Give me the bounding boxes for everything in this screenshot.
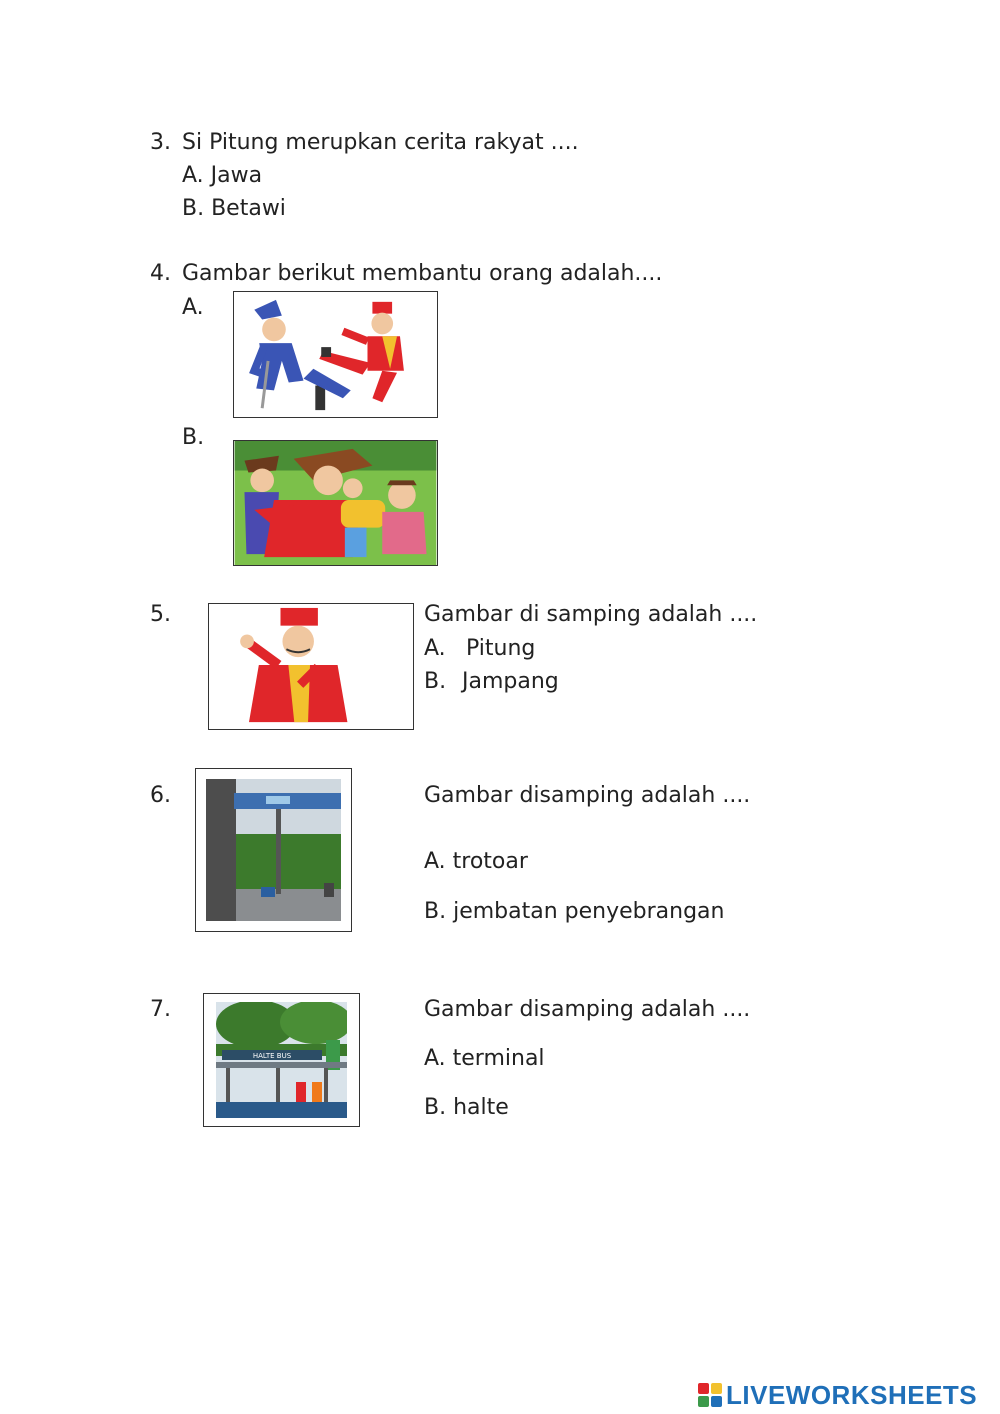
pitung-image bbox=[208, 603, 414, 730]
q6-text: Gambar disamping adalah .... bbox=[424, 783, 751, 808]
q7-number: 7. bbox=[150, 997, 171, 1022]
q3-option-b[interactable]: B. Betawi bbox=[182, 196, 286, 221]
q7-text: Gambar disamping adalah .... bbox=[424, 997, 751, 1022]
q7-option-a[interactable]: A. terminal bbox=[424, 1046, 545, 1071]
liveworksheets-brand[interactable] bbox=[698, 1380, 977, 1410]
pedestrian-bridge-picture bbox=[206, 779, 341, 921]
fight-scene-image bbox=[233, 291, 438, 418]
liveworksheets-logo-icon bbox=[698, 1383, 722, 1407]
pedestrian-bridge-photo bbox=[195, 768, 352, 932]
brand-name: LIVEWORKSHEETS bbox=[726, 1379, 978, 1410]
q4-option-a[interactable]: A. bbox=[182, 295, 204, 320]
bus-stop-photo bbox=[203, 993, 360, 1127]
q5-number: 5. bbox=[150, 602, 171, 627]
q3-text: Si Pitung merupkan cerita rakyat .... bbox=[182, 130, 579, 155]
halte-sign-text: HALTE BUS bbox=[252, 1052, 292, 1060]
q6-number: 6. bbox=[150, 783, 171, 808]
q7-option-b[interactable]: B. halte bbox=[424, 1095, 509, 1120]
q3-option-a[interactable]: A. Jawa bbox=[182, 163, 263, 188]
q5-option-b-text[interactable]: Jampang bbox=[462, 669, 559, 694]
pitung-illustration bbox=[209, 604, 413, 729]
q4-text: Gambar berikut membantu orang adalah.... bbox=[182, 261, 663, 286]
q3-number: 3. bbox=[150, 130, 171, 155]
q5-text: Gambar di samping adalah .... bbox=[424, 602, 758, 627]
q5-option-b-letter[interactable]: B. bbox=[424, 669, 447, 694]
bus-stop-picture bbox=[216, 1002, 347, 1118]
helping-scene-image bbox=[233, 440, 438, 566]
q6-option-b[interactable]: B. jembatan penyebrangan bbox=[424, 899, 725, 924]
fight-scene-illustration bbox=[234, 292, 437, 417]
q5-option-a-letter[interactable]: A. bbox=[424, 636, 446, 661]
q4-number: 4. bbox=[150, 261, 171, 286]
q6-option-a[interactable]: A. trotoar bbox=[424, 849, 528, 874]
q4-option-b[interactable]: B. bbox=[182, 425, 205, 450]
q5-option-a-text[interactable]: Pitung bbox=[466, 636, 536, 661]
helping-scene-illustration bbox=[234, 441, 437, 565]
